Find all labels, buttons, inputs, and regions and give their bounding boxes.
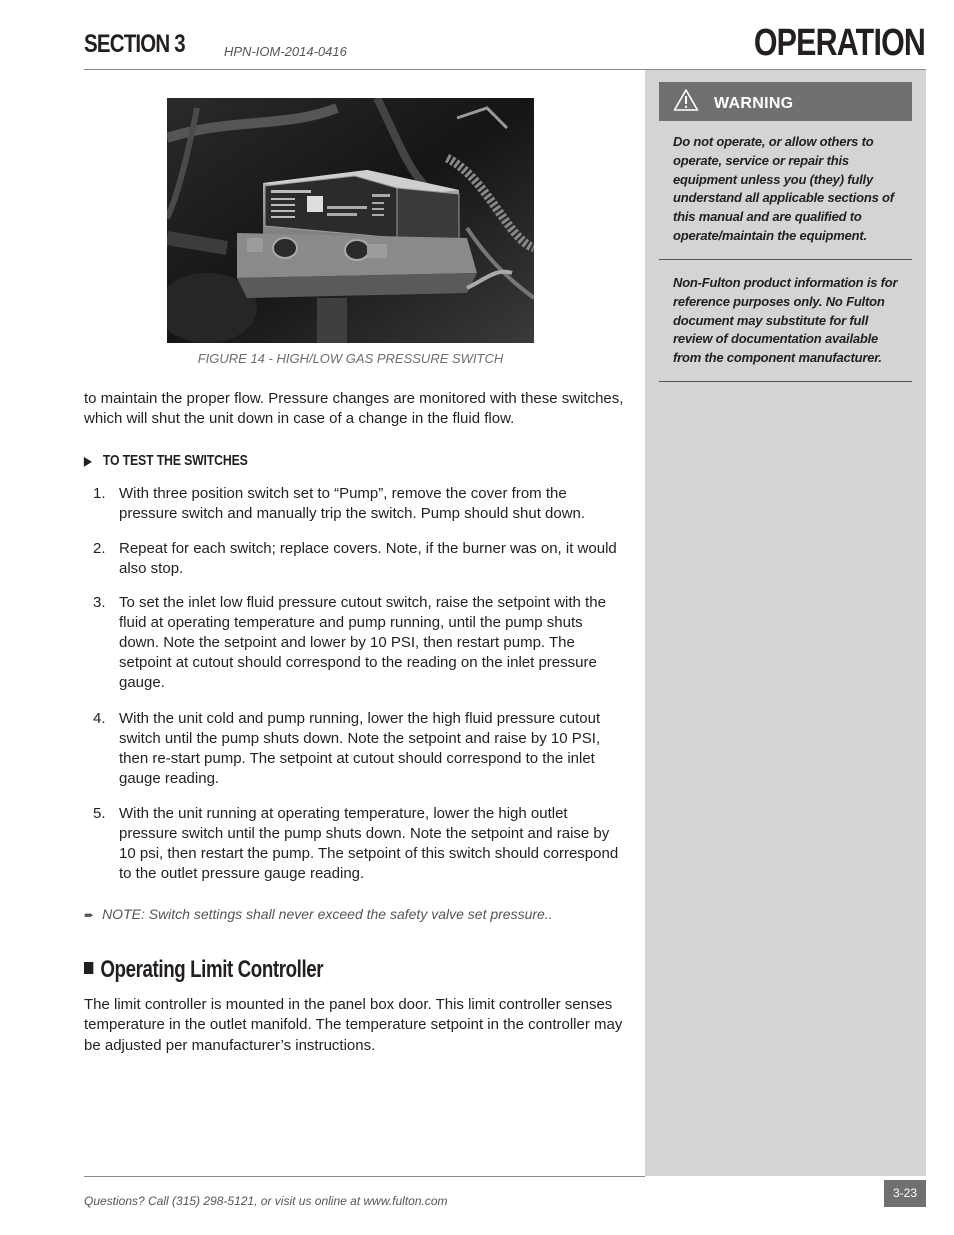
controller-heading	[84, 956, 323, 984]
figure-caption: FIGURE 14 - HIGH/LOW GAS PRESSURE SWITCH	[197, 351, 504, 366]
note	[84, 906, 553, 922]
pointing-hand-icon: ➨	[84, 908, 95, 922]
footer-contact: Questions? Call (315) 298-5121, or visit us online at www.fulton.com	[84, 1194, 448, 1208]
list-number: 3.	[93, 594, 106, 611]
list-number: 4.	[93, 710, 106, 727]
page-title: OPERATION	[753, 22, 925, 64]
intro-paragraph: to maintain the proper flow. Pressure changes are monitored with these switches, which will shut the unit down in case of a change in the fluid flow.	[84, 390, 624, 428]
test-switches-label: TO TEST THE SWITCHES	[102, 452, 248, 469]
list-text: With three position switch set to “Pump”, remove the cover from the pressure switch and manually trip the switch. Pump should shut down.	[119, 485, 586, 523]
section-label: SECTION 3	[84, 30, 185, 58]
list-text: To set the inlet low fluid pressure cutout switch, raise the setpoint with the fluid at operating temperature and pump running, until the pump shuts down. Note the setpoint and lower by 10 PSI, then restart pump. The setpoint at cutout should correspond to the reading on the inlet pressure gauge.	[119, 594, 606, 692]
sidebar-divider	[659, 381, 912, 382]
page-number: 3-23	[884, 1180, 926, 1207]
controller-paragraph: The limit controller is mounted in the panel box door. This limit controller senses temperature in the outlet manifold. The temperature setpoint in the controller may be adjusted per manufacturer’s instructions.	[84, 996, 623, 1054]
warning-label: WARNING	[714, 95, 794, 112]
warning-banner	[659, 82, 912, 121]
warning-triangle-icon	[673, 88, 699, 112]
list-text: Repeat for each switch; replace covers. Note, if the burner was on, it would also stop.	[119, 540, 617, 578]
pressure-switch-photo	[167, 98, 534, 343]
list-number: 1.	[93, 485, 106, 502]
list-number: 2.	[93, 540, 106, 557]
pressure-switch-image	[167, 98, 534, 343]
sidebar-divider	[659, 259, 912, 260]
controller-heading-label: Operating Limit Controller	[100, 956, 324, 983]
disclaimer-text: Non-Fulton product information is for reference purposes only. No Fulton document may substitute for full review of documentation available from the component manufacturer.	[673, 275, 898, 366]
document-number: HPN-IOM-2014-0416	[224, 44, 347, 59]
list-number: 5.	[93, 805, 106, 822]
test-switches-heading	[84, 452, 248, 469]
list-text: With the unit running at operating temperature, lower the high outlet pressure switch until the pump shuts down. Note the setpoint and raise by 10 psi, then restart the pump. The setpoint of this switch should correspond to the outlet pressure gauge reading.	[119, 805, 619, 883]
triangle-bullet-icon: ▶	[84, 454, 92, 468]
list-text: With the unit cold and pump running, lower the high fluid pressure cutout switch until the pump shuts down. Note the setpoint and raise by 10 PSI, then re-start pump. The setpoint at cutout should correspond to the inlet gauge reading.	[119, 710, 601, 788]
note-text: NOTE: Switch settings shall never exceed the safety valve set pressure..	[102, 906, 553, 922]
footer-divider	[84, 1176, 645, 1177]
square-bullet-icon	[84, 962, 93, 974]
warning-text: Do not operate, or allow others to operate, service or repair this equipment unless you (they) fully understand all applicable sections of this manual and are qualified to operate/maintain the equipment.	[673, 134, 894, 243]
